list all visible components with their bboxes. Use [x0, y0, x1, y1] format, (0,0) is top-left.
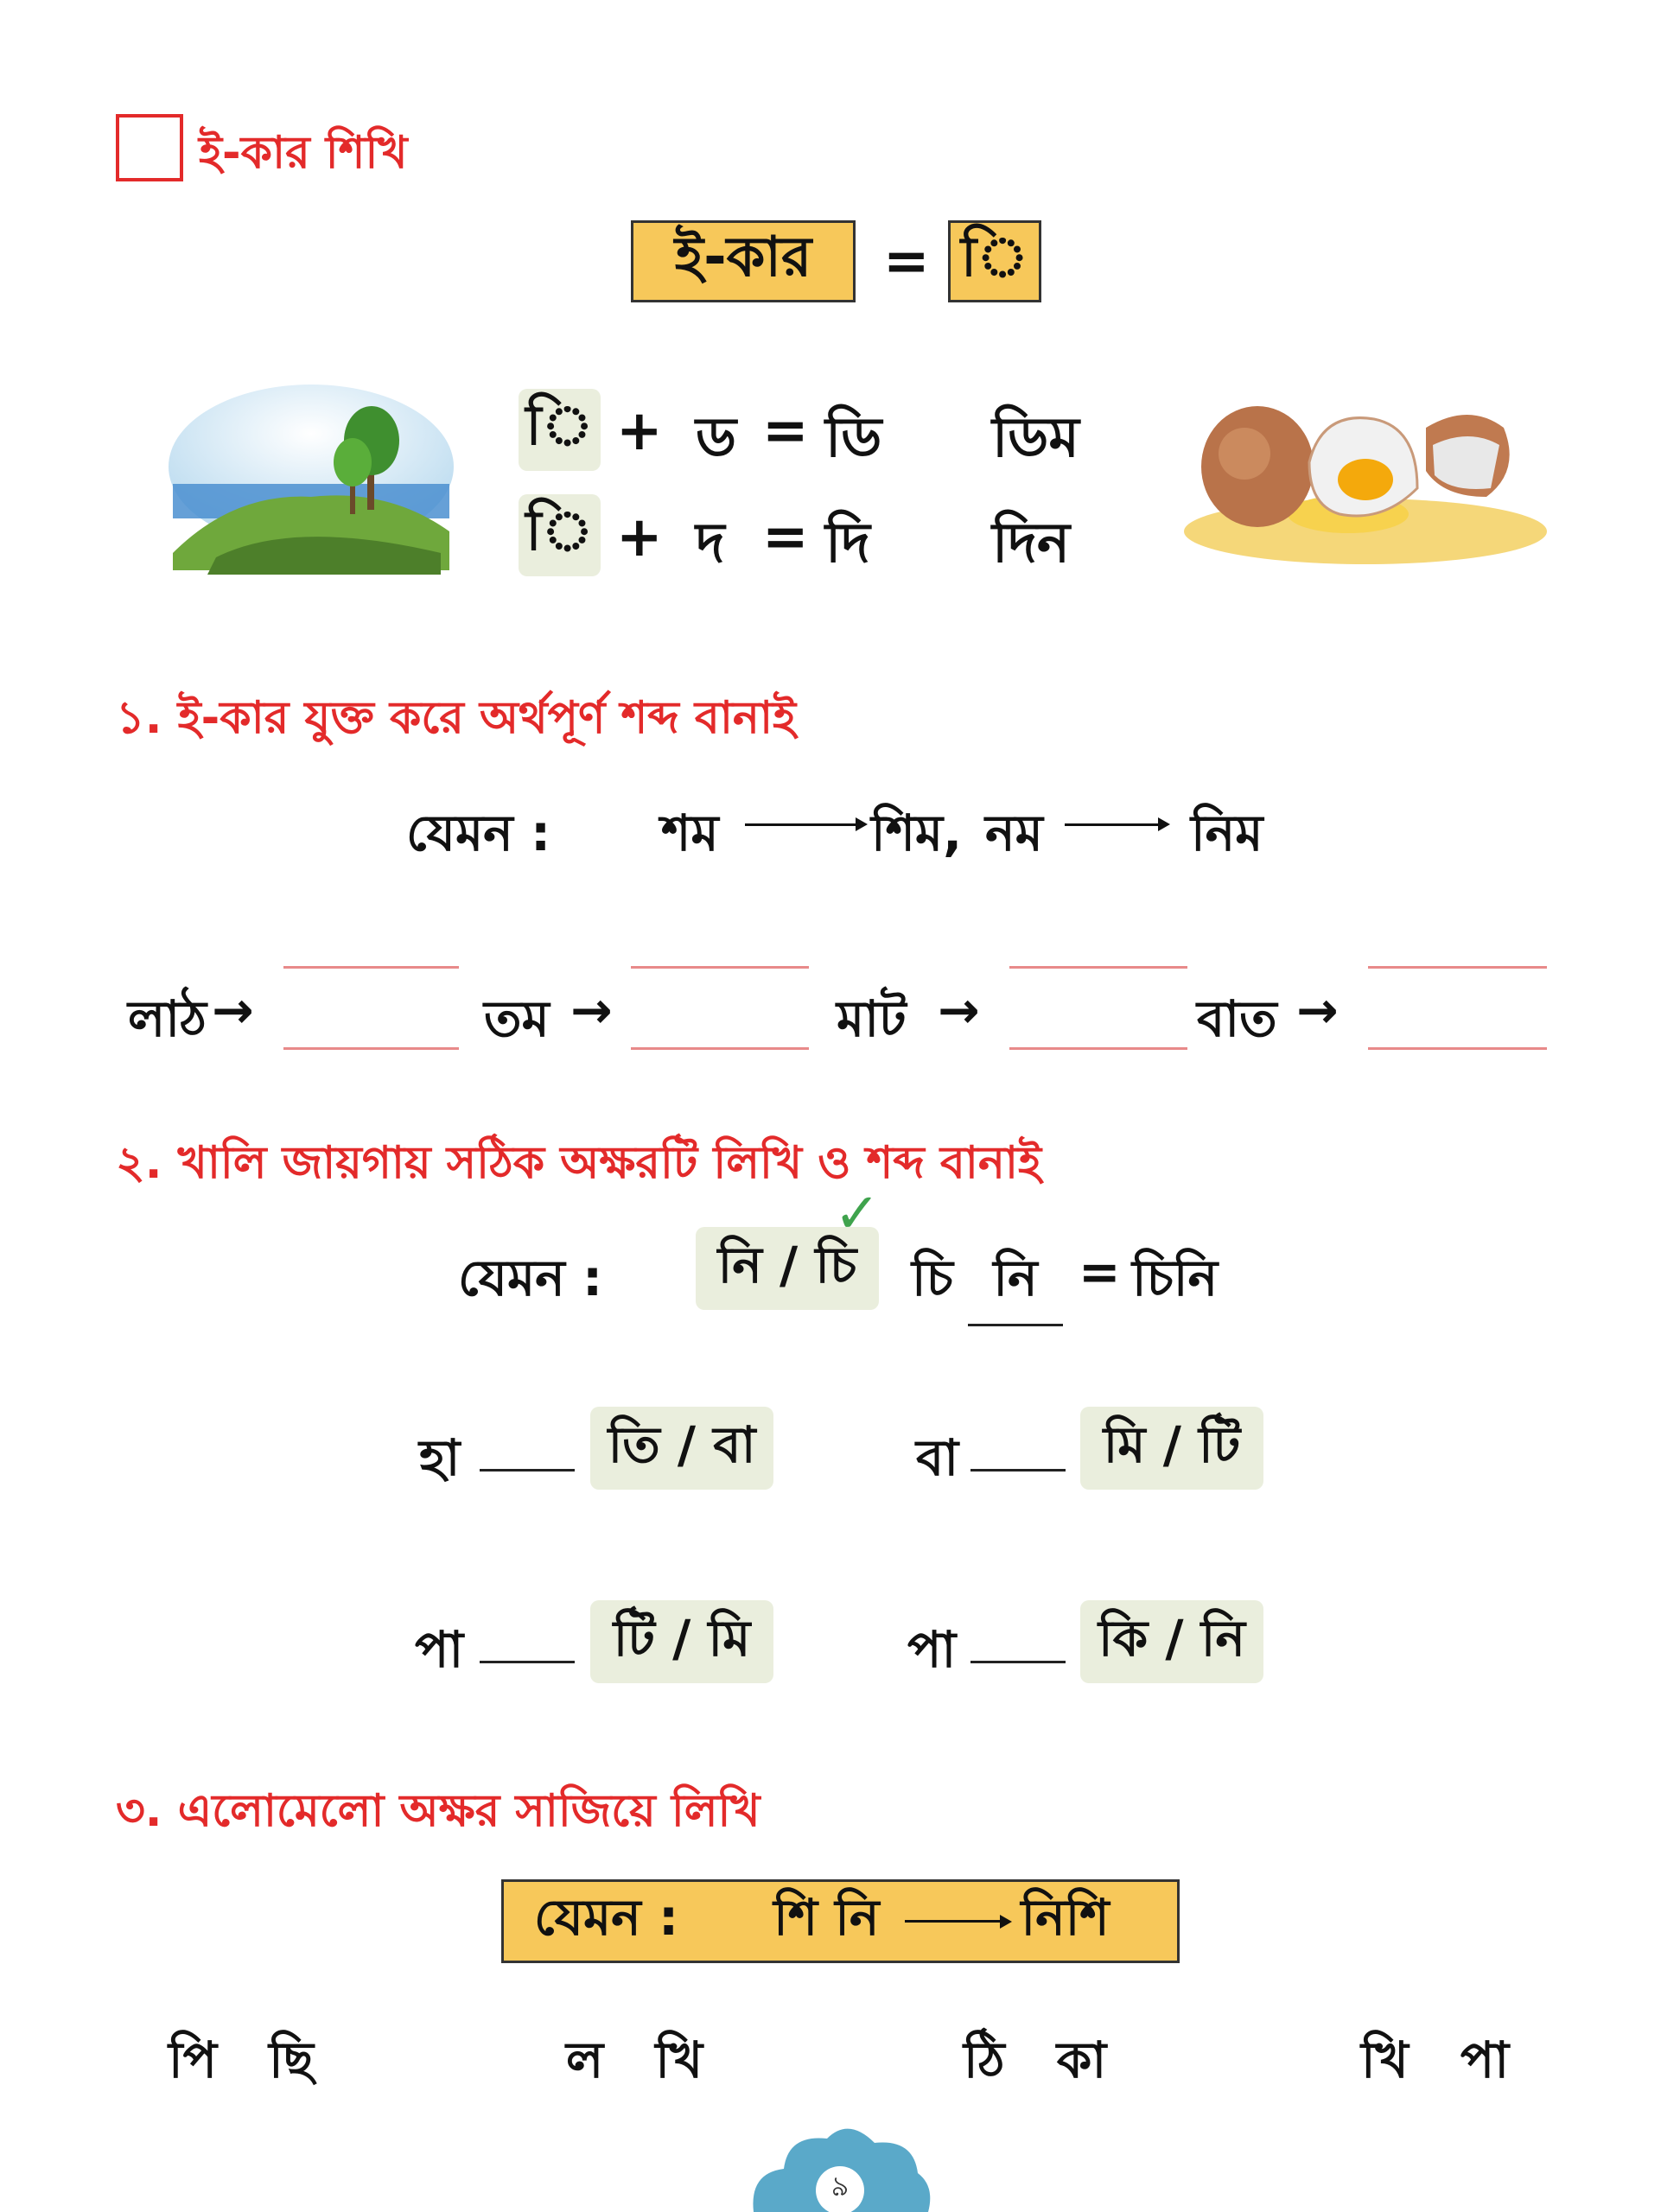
exercise1-heading: ১. ই-কার যুক্ত করে অর্থপূর্ণ শব্দ বানাই: [116, 692, 797, 744]
exercise2-item-3-options-box: [590, 1600, 773, 1683]
answer-line-3-bottom[interactable]: [1009, 1047, 1187, 1050]
letter-2: দ: [696, 512, 725, 575]
answer-line-1-top[interactable]: [283, 966, 459, 969]
exercise2-example-eq: =: [1079, 1243, 1121, 1301]
exercise2-item-3-blank[interactable]: [480, 1661, 575, 1663]
answer-line-2-top[interactable]: [631, 966, 809, 969]
word-2: দিন: [992, 512, 1071, 575]
answer-line-4-bottom[interactable]: [1368, 1047, 1547, 1050]
exercise3-arrow-head: [1000, 1915, 1012, 1929]
exercise3-item-3: ঠি কা: [964, 2031, 1107, 2089]
arrow-head-2: [1158, 817, 1170, 831]
exercise2-item-4-blank[interactable]: [970, 1661, 1066, 1663]
formula-equals: =: [883, 230, 930, 294]
exercise2-item-4-prefix: পা: [907, 1620, 957, 1679]
exercise2-item-3-prefix: পা: [415, 1620, 464, 1679]
exercise3-example-from: শি নি: [773, 1888, 880, 1947]
formula-left-box: [631, 220, 856, 302]
exercise3-item-4: খি পা: [1361, 2031, 1510, 2089]
eggs-image: [1158, 393, 1556, 575]
section-checkbox[interactable]: [116, 114, 183, 181]
exercise1-to1: শিম,: [871, 804, 963, 862]
landscape-image: [164, 380, 458, 579]
letter-1: ড: [696, 406, 737, 470]
exercise2-item-1-options-box: [590, 1407, 773, 1490]
exercise1-item-2: তম: [484, 989, 550, 1048]
exercise3-example-to: নিশি: [1021, 1888, 1110, 1947]
exercise1-example-label: যেমন :: [406, 804, 551, 862]
exercise2-item-1-options: তি / বা: [608, 1414, 756, 1474]
kar-box-1: [519, 389, 601, 471]
arrow-head-1: [856, 817, 868, 831]
exercise1-arrow-3: →: [938, 981, 980, 1039]
exercise1-item-4: বাত: [1197, 989, 1277, 1048]
exercise2-example-fill: নি: [968, 1240, 1063, 1326]
answer-line-3-top[interactable]: [1009, 966, 1187, 969]
exercise2-item-2-options: মি / টি: [1103, 1414, 1241, 1474]
exercise2-heading: ২. খালি জায়গায় সঠিক অক্ষরটি লিখি ও শব্দ বানাই: [116, 1137, 1042, 1189]
exercise3-item-1: পি ছি: [169, 2031, 314, 2089]
plus-2: +: [616, 505, 663, 569]
exercise2-item-2-prefix: বা: [916, 1428, 959, 1487]
result-2: দি: [825, 512, 870, 575]
exercise1-from2: নম: [985, 804, 1043, 862]
exercise2-item-2-options-box: [1080, 1407, 1263, 1490]
check-mark-icon: ✓: [834, 1182, 881, 1246]
page-number: ৯: [830, 2170, 850, 2202]
exercise3-example-label: যেমন :: [534, 1888, 679, 1947]
exercise2-example-prefix: চি: [912, 1249, 953, 1307]
exercise3-example-box: [501, 1879, 1180, 1963]
exercise3-heading: ৩. এলোমেলো অক্ষর সাজিয়ে লিখি: [116, 1785, 760, 1837]
kar-2: ি: [525, 499, 594, 563]
exercise2-example-options: নি / চি: [717, 1235, 857, 1294]
plus-1: +: [616, 399, 663, 463]
formula-right: ি: [960, 226, 1029, 289]
exercise2-example-result: চিনি: [1132, 1249, 1219, 1307]
exercise2-example-label: যেমন :: [458, 1249, 603, 1307]
formula-right-box: [948, 220, 1041, 302]
exercise3-item-2: ল খি: [566, 2031, 703, 2089]
arrow-line-2: [1065, 823, 1160, 826]
exercise1-arrow-2: →: [570, 981, 613, 1039]
exercise1-item-3: মাট: [837, 989, 907, 1048]
word-1: ডিম: [992, 406, 1079, 470]
result-1: ডি: [825, 406, 882, 470]
formula-left: ই-কার: [674, 226, 812, 289]
exercise1-arrow-4: →: [1296, 981, 1339, 1039]
exercise2-item-4-options: কি / নি: [1098, 1608, 1245, 1668]
answer-line-2-bottom[interactable]: [631, 1047, 809, 1050]
exercise1-to2: নিম: [1191, 804, 1263, 862]
exercise2-item-1-prefix: হা: [419, 1428, 461, 1487]
section-title: ই-কার শিখি: [199, 127, 408, 179]
answer-line-1-bottom[interactable]: [283, 1047, 459, 1050]
exercise2-item-3-options: টি / মি: [613, 1608, 751, 1668]
answer-line-4-top[interactable]: [1368, 966, 1547, 969]
exercise1-from1: শম: [661, 804, 719, 862]
exercise1-arrow-1: →: [212, 981, 254, 1039]
exercise3-arrow-line: [905, 1920, 1000, 1923]
exercise1-item-1: লাঠ: [128, 989, 207, 1048]
exercise2-item-2-blank[interactable]: [970, 1469, 1066, 1471]
kar-box-2: [519, 494, 601, 576]
exercise2-item-1-blank[interactable]: [480, 1469, 575, 1471]
eq-2: =: [762, 505, 809, 569]
kar-1: ি: [525, 394, 594, 458]
exercise2-item-4-options-box: [1080, 1600, 1263, 1683]
arrow-line-1: [745, 823, 857, 826]
eq-1: =: [762, 399, 809, 463]
